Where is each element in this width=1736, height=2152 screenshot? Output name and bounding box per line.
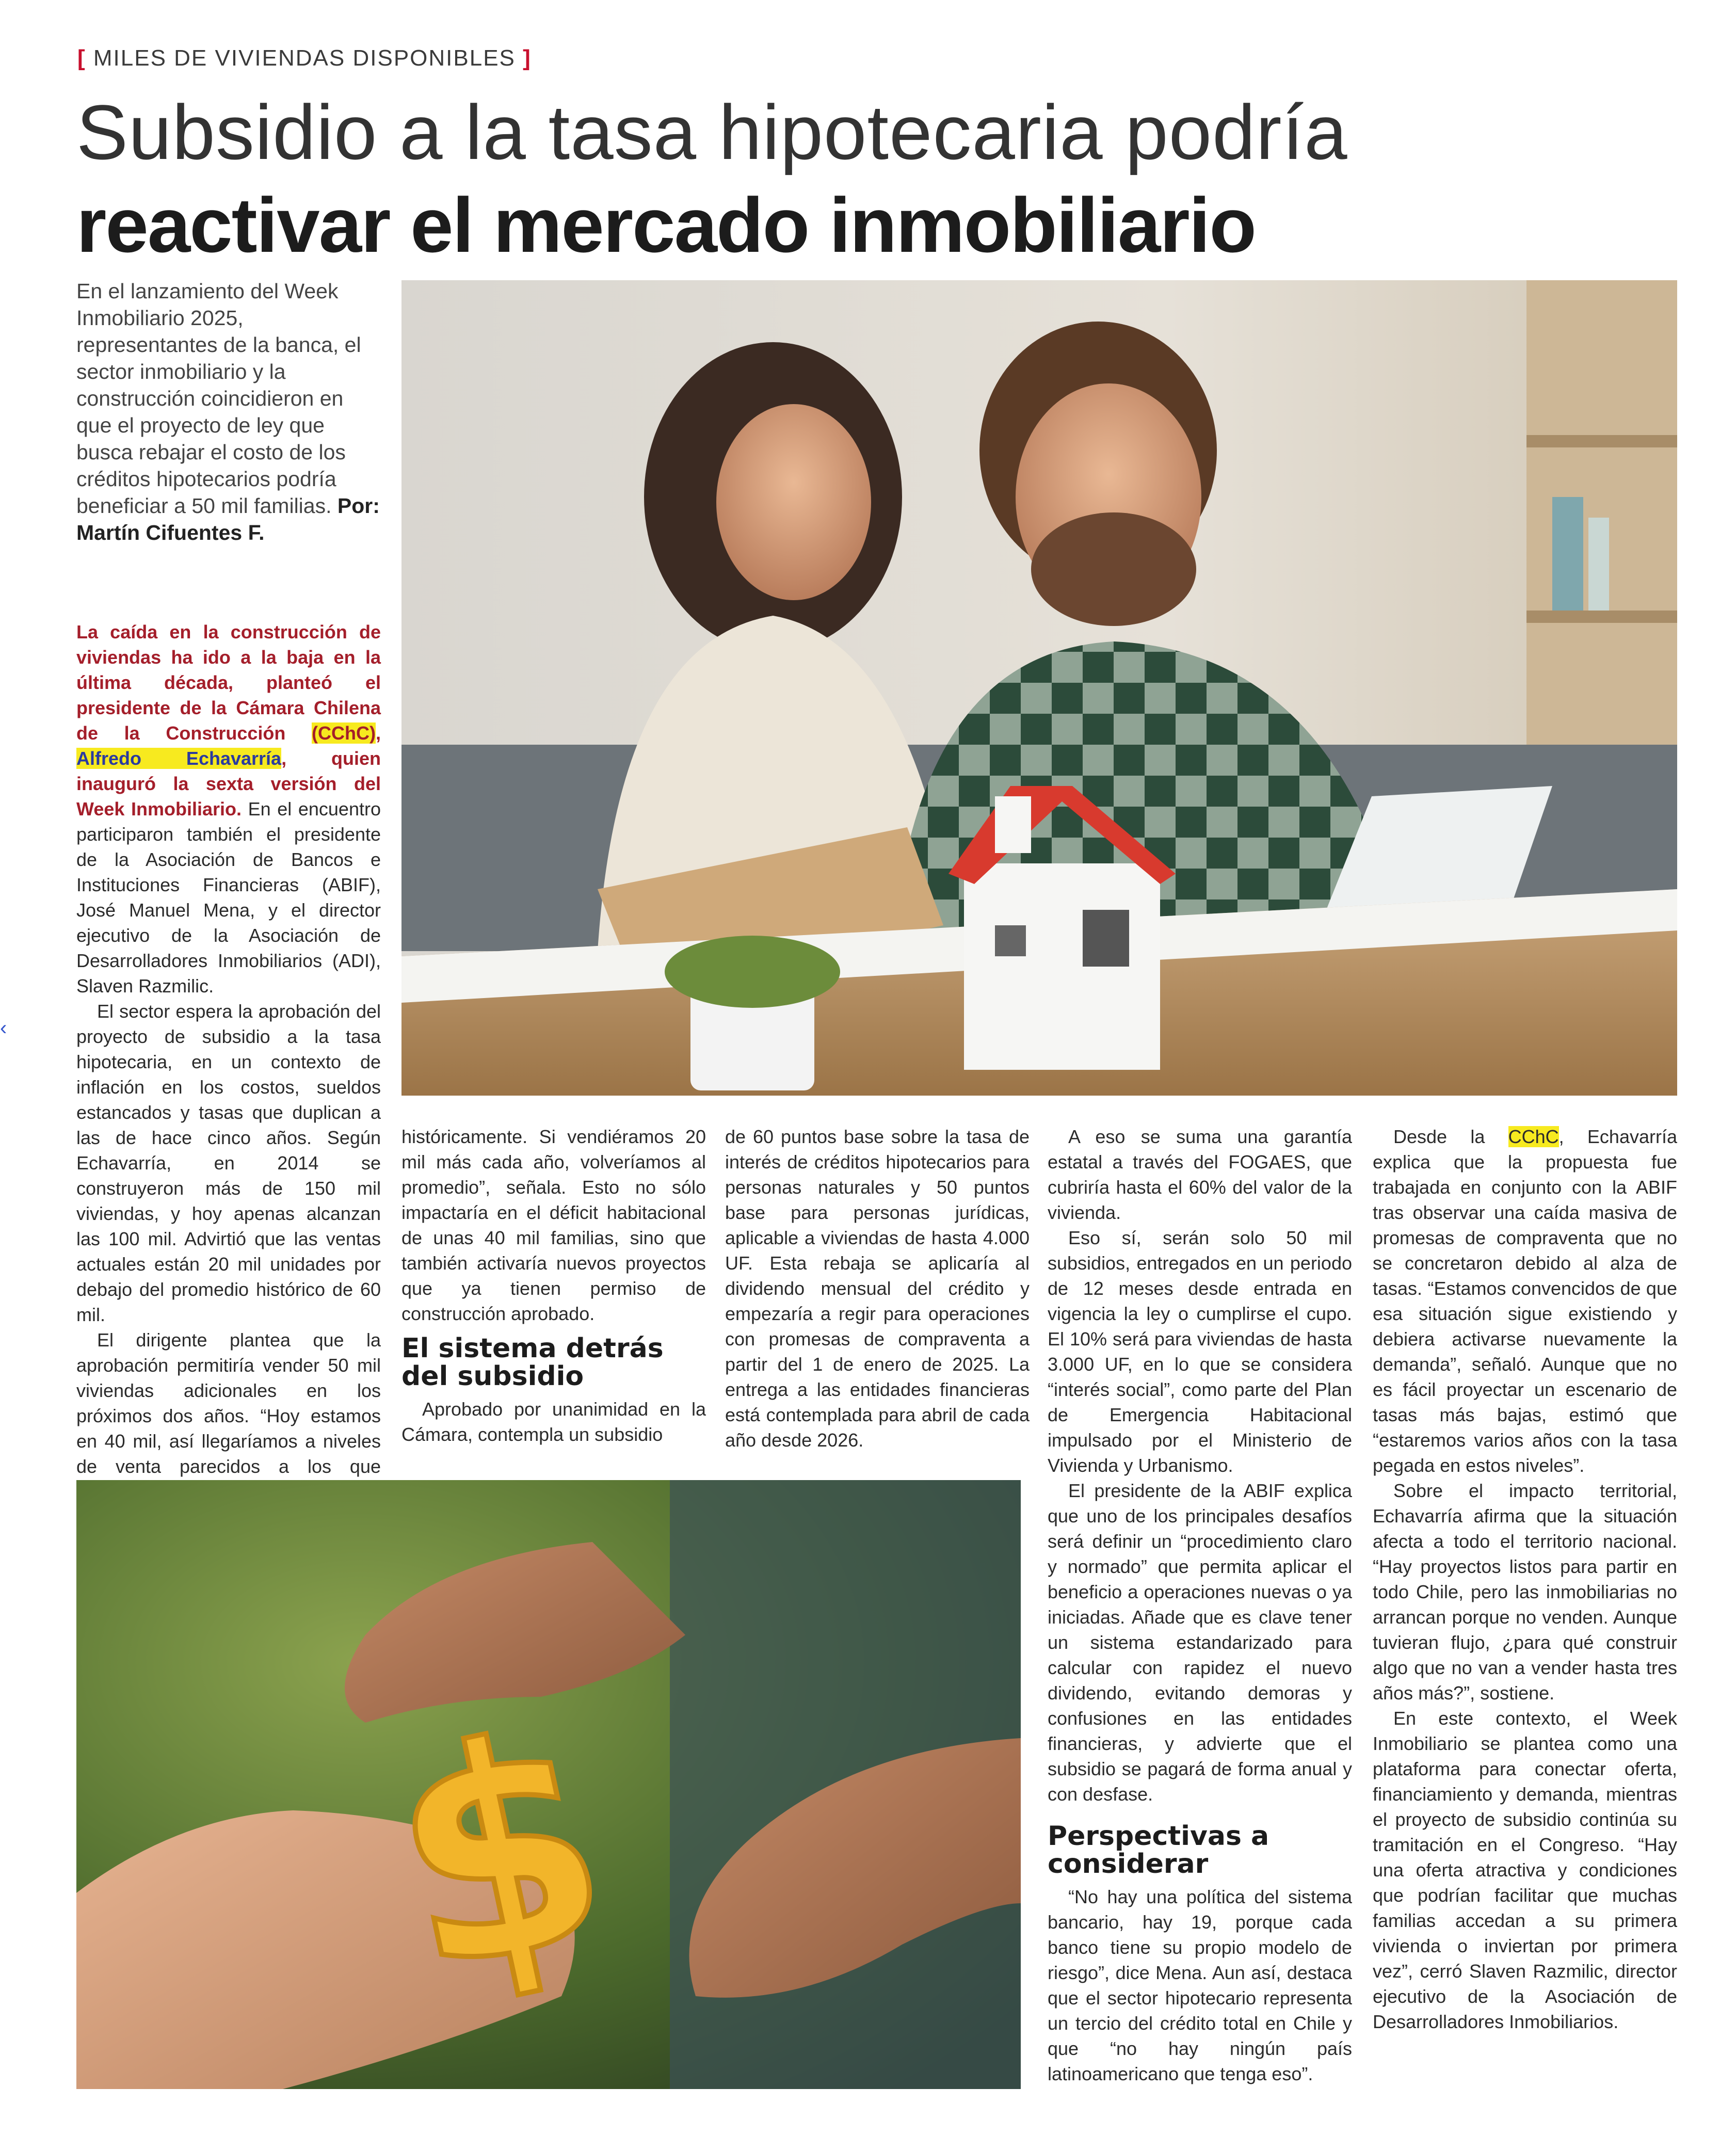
column-2: históricamente. Si vendiéramos 20 mil más cada año, volveríamos al promedio”, señala. Esto no sólo impactaría en el déficit habitacional de unas 40 mil familias, sino que también activaría nuevos proyectos que ya tienen permiso de construcción aprobado. El sistema detrás del subsidio Aprobado por unanimidad en la Cámara, contempla un subsidio (401, 1126, 706, 1445)
highlight-echavarria: Alfredo Echavarría (76, 748, 282, 769)
highlight-cchc-2: CChC (1508, 1126, 1559, 1147)
column-1: La caída en la construcción de viviendas ha ido a la baja en la última década, planteó el presidente de la Cámara Chilena de la Construcción (CChC), Alfredo Echavarría, quien inauguró la sexta versión del Week Inmobiliario. En el encuentro participaron también el presidente de la Asociación de Bancos e Instituciones Financieras (ABIF), José Manuel Mena, y el director ejecutivo de la Asociación de Desarrolladores Inmobiliarios (ADI), Slaven Razmilic. El sector espera la aprobación del proyecto de subsidio a la tasa hipotecaria, en un contexto de inflación en los costos, sueldos estancados y tasas que duplican a las de hace cinco años. Según Echavarría, en 2014 se construyeron más de 150 mil viviendas, y hoy apenas alcanzan las 100 mil. Advirtió que las ventas actuales están 20 mil unidades por debajo del promedio histórico de 60 mil. El dirigente plantea que la aprobación permitiría vender 50 mil viviendas adicionales en los próximos dos años. “Hoy estamos en 40 mil, así llegaríamos a niveles de venta parecidos a los que (76, 621, 381, 1477)
kicker-text: MILES DE VIVIENDAS DISPONIBLES (93, 45, 516, 71)
margin-mark: ‹ (0, 1017, 7, 1039)
headline-line1: Subsidio a la tasa hipotecaria podría (76, 89, 1348, 175)
main-photo (401, 280, 1677, 1096)
highlight-cchc: (CChC) (312, 722, 376, 744)
subhead-sistema: El sistema detrás del subsidio (401, 1333, 664, 1392)
headline-line2: reactivar el mercado inmobiliario (76, 182, 1256, 268)
byline: Por: Martín Cifuentes F. (76, 494, 380, 544)
subhead-perspectivas: Perspectivas a considerar (1048, 1821, 1269, 1880)
hands-photo (76, 1480, 1021, 2089)
section-kicker: [ MILES DE VIVIENDAS DISPONIBLES ] (77, 45, 532, 71)
column-3: de 60 puntos base sobre la tasa de interés de créditos hipotecarios para personas naturales y 50 puntos base para personas jurídicas, aplicable a viviendas de hasta 4.000 UF. Esta rebaja se aplicaría al dividendo mensual del crédito y empezaría a regir para operaciones con promesas de compraventa a partir del 1 de enero de 2025. La entrega a las entidades financieras está contemplada para abril de cada año desde 2026. (725, 1126, 1030, 1451)
lead-paragraph: En el lanzamiento del Week Inmobiliario 2025, representantes de la banca, el sector inmobiliario y la construcción coincidieron en que el proyecto de ley que busca rebajar el costo de los créditos hipotecarios podría beneficiar a 50 mil familias. Por: Martín Cifuentes F. (76, 279, 380, 544)
svg-text:$: $ (366, 1667, 633, 2039)
column-4: A eso se suma una garantía estatal a través del FOGAES, que cubriría hasta el 60% del valor de la vivienda. Eso sí, serán solo 50 mil subsidios, entregados en un periodo de 12 meses desde entrada en vigencia la ley o cumplirse el cupo. El 10% será para viviendas de hasta 3.000 UF, en lo que se considera “interés social”, como parte del Plan de Emergencia Habitacional impulsado por el Ministerio de Vivienda y Urbanismo. El presidente de la ABIF explica que uno de los principales desafíos será definir un “procedimiento claro y normado” que permita aplicar el beneficio a operaciones nuevas o ya iniciadas. Añade que es clave tener un sistema estandarizado para calcular con rapidez el nuevo dividendo, evitando demoras y confusiones en las entidades financieras, y advierte que el subsidio se pagará de forma anual y con desfase. Perspectivas a considerar “No hay una política del sistema bancario, hay 19, porque cada banco tiene su propio modelo de riesgo”, dice Mena. Aun así, destaca que el sector hipotecario representa un tercio del crédito total en Chile y que “no hay ningún país latinoamericano que tenga eso”. (1048, 1126, 1352, 2084)
column-5: Desde la CChC, Echavarría explica que la propuesta fue trabajada en conjunto con la ABIF tras observar una caída masiva de promesas de compraventa que no se concretaron debido al alza de tasas. “Estamos convencidos de que esa situación sigue existiendo y debiera activarse nuevamente la demanda”, señaló. Aunque que no es fácil proyectar un escenario de tasas más bajas, estimó que “estaremos varios años con la tasa pegada en estos niveles”. Sobre el impacto territorial, Echavarría afirma que la situación afecta a todo el territorio nacional. “Hay proyectos listos para partir en todo Chile, pero las inmobiliarias no arrancan porque no venden. Aunque tuvieran flujo, ¿para qué construir algo que no van a vender hasta tres años más?”, sostiene. En este contexto, el Week Inmobiliario se plantea como una plataforma para conectar oferta, financiamiento y demanda, mientras el proyecto de subsidio continúa su tramitación en el Congreso. “Hay una oferta atractiva y condiciones que podrían facilitar que muchas familias accedan a su primera vivienda o inviertan por primera vez”, cerró Slaven Razmilic, director ejecutivo de la Asociación de Desarrolladores Inmobiliarios. (1373, 1126, 1677, 2032)
